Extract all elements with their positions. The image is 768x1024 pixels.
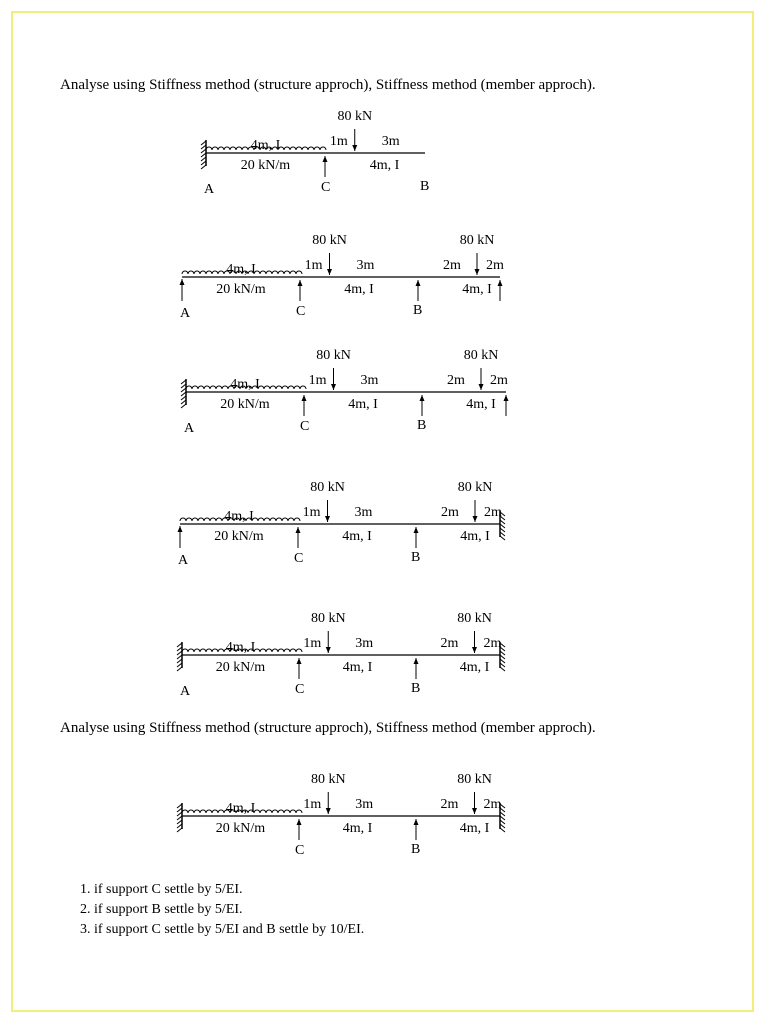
beam-3-fixed-support-a-hatch	[181, 404, 186, 408]
beam-2-support-b-head	[416, 280, 421, 286]
beam-4-support-b-head	[414, 527, 419, 533]
beam-5-span-end-label: 4m, I	[459, 660, 490, 675]
beam-5-udl-label: 20 kN/m	[215, 660, 266, 675]
beam-1-span-cb-label: 4m, I	[369, 158, 400, 173]
beam-3-span-ac-label: 4m, I	[230, 377, 260, 392]
beam-5-span-ac-label: 4m, I	[225, 640, 256, 655]
beam-1-support-c-head	[323, 156, 328, 162]
beam-1-dim-3m: 3m	[381, 134, 400, 149]
beam-2-load-1-label: 80 kN	[312, 233, 347, 248]
beam-2	[180, 233, 505, 321]
beam-3-node-b: B	[417, 418, 427, 433]
beam-4-support-c-head	[296, 527, 301, 533]
beam-4-span-cb-label: 4m, I	[342, 529, 372, 544]
beam-3-node-c: C	[300, 419, 310, 434]
beam-1	[201, 109, 429, 197]
beam-6-fixed-support-end-hatch	[500, 828, 505, 832]
beam-6-dim-1m: 1m	[303, 797, 322, 812]
beam-6-load-2-label: 80 kN	[457, 772, 492, 787]
beam-4-span-end-label: 4m, I	[460, 529, 490, 544]
beam-5-dim-3m: 3m	[355, 636, 374, 651]
beam-2-span-ac-label: 4m, I	[226, 262, 256, 277]
beam-4-load-1-label: 80 kN	[310, 480, 345, 495]
beam-2-node-b: B	[413, 303, 423, 318]
beam-4-load-2-head	[473, 516, 478, 522]
beam-6-span-ac-label: 4m, I	[225, 801, 256, 816]
beam-1-node-a: A	[204, 182, 215, 197]
beam-5-node-a: A	[180, 684, 191, 699]
beam-4-load-1-head	[325, 516, 330, 522]
beam-2-node-a: A	[180, 306, 191, 321]
beam-5-dim-2m-b: 2m	[483, 636, 502, 651]
beam-3-node-a: A	[184, 421, 195, 436]
beam-3-span-end-label: 4m, I	[466, 397, 496, 412]
beam-5-load-2-head	[472, 647, 477, 653]
beam-4-fixed-support-end-hatch	[500, 536, 505, 540]
beam-6-dim-2m-a: 2m	[440, 797, 459, 812]
beam-4-udl-label: 20 kN/m	[214, 529, 264, 544]
beam-6-span-cb-label: 4m, I	[342, 821, 373, 836]
beam-4-span-ac-label: 4m, I	[224, 509, 254, 524]
beam-4-support-a-head	[178, 526, 183, 532]
beam-6-load-1-label: 80 kN	[310, 772, 346, 787]
beam-2-dim-2m-a: 2m	[443, 258, 461, 273]
beam-1-udl-label: 20 kN/m	[240, 158, 291, 173]
beam-4-node-c: C	[294, 551, 304, 566]
beam-2-load-2-head	[475, 269, 480, 275]
beam-1-fixed-support-a-hatch	[201, 165, 206, 169]
beam-6-support-b-head	[414, 819, 419, 825]
beam-3-dim-3m: 3m	[360, 373, 379, 388]
beam-4	[178, 480, 506, 568]
beam-6-load-2-head	[472, 808, 477, 814]
beam-2-span-end-label: 4m, I	[462, 282, 492, 297]
beam-1-load-1-label: 80 kN	[337, 109, 373, 124]
beam-4-dim-2m-a: 2m	[441, 505, 459, 520]
settlement-cases	[80, 880, 364, 940]
beam-6-fixed-support-a-hatch	[177, 828, 182, 832]
note-item-2: 2. if support B settle by 5/EI.	[80, 902, 243, 917]
beam-6-load-1-head	[326, 808, 331, 814]
beam-3-support-end-head	[504, 395, 509, 401]
beam-5-span-cb-label: 4m, I	[342, 660, 373, 675]
beam-5-fixed-support-end-hatch	[500, 667, 505, 671]
beam-5	[177, 611, 505, 699]
problem-heading-1: Analyse using Stiffness method (structure approch), Stiffness method (member approch).	[60, 77, 596, 93]
beam-5-fixed-support-a-hatch	[177, 667, 182, 671]
beam-3-load-2-head	[479, 384, 484, 390]
beam-2-dim-1m: 1m	[304, 258, 323, 273]
beam-2-node-c: C	[296, 304, 306, 319]
note-item-1: 1. if support C settle by 5/EI.	[80, 882, 243, 897]
beam-5-support-b-head	[414, 658, 419, 664]
beam-6-span-end-label: 4m, I	[459, 821, 490, 836]
note-item-3: 3. if support C settle by 5/EI and B settle by 10/EI.	[80, 922, 365, 937]
beam-6-udl-label: 20 kN/m	[215, 821, 266, 836]
beam-1-node-c: C	[321, 180, 331, 195]
beam-6-node-b: B	[411, 842, 421, 857]
beam-3-dim-1m: 1m	[308, 373, 327, 388]
beam-2-support-c-head	[298, 280, 303, 286]
beam-6-dim-2m-b: 2m	[483, 797, 502, 812]
beam-2-dim-3m: 3m	[356, 258, 375, 273]
beam-3-support-b-head	[420, 395, 425, 401]
beam-3-load-2-label: 80 kN	[463, 348, 499, 363]
beam-5-dim-2m-a: 2m	[440, 636, 459, 651]
beam-2-span-cb-label: 4m, I	[344, 282, 374, 297]
beam-4-load-2-label: 80 kN	[457, 480, 493, 495]
beam-5-support-c-head	[297, 658, 302, 664]
beam-3-support-c-head	[302, 395, 307, 401]
beam-6-support-c-head	[297, 819, 302, 825]
beam-6-node-c: C	[295, 843, 305, 858]
beam-4-node-b: B	[411, 550, 421, 565]
beam-4-dim-3m: 3m	[354, 505, 373, 520]
beam-1-load-1-head	[352, 145, 357, 151]
beam-3-udl-label: 20 kN/m	[220, 397, 270, 412]
beam-1-span-ac-label: 4m, I	[250, 138, 281, 153]
beam-6-dim-3m: 3m	[355, 797, 374, 812]
beam-4-node-a: A	[178, 553, 189, 568]
beam-3-dim-2m-a: 2m	[447, 373, 465, 388]
beam-2-support-a-head	[180, 279, 185, 285]
beam-5-load-1-head	[326, 647, 331, 653]
beam-3	[181, 348, 509, 436]
beam-3-span-cb-label: 4m, I	[348, 397, 378, 412]
beam-4-dim-1m: 1m	[302, 505, 321, 520]
beam-6	[177, 772, 505, 858]
beam-5-node-b: B	[411, 681, 421, 696]
beam-4-dim-2m-b: 2m	[484, 505, 502, 520]
beam-5-node-c: C	[295, 682, 305, 697]
beam-3-dim-2m-b: 2m	[490, 373, 508, 388]
beam-2-load-1-head	[327, 269, 332, 275]
beam-5-load-2-label: 80 kN	[457, 611, 492, 626]
beam-3-load-1-label: 80 kN	[316, 348, 351, 363]
beam-5-load-1-label: 80 kN	[310, 611, 346, 626]
beam-2-support-end-head	[498, 280, 503, 286]
beam-5-dim-1m: 1m	[303, 636, 322, 651]
beam-1-dim-1m: 1m	[329, 134, 348, 149]
beam-2-load-2-label: 80 kN	[459, 233, 495, 248]
beam-3-load-1-head	[331, 384, 336, 390]
beam-2-dim-2m-b: 2m	[486, 258, 504, 273]
beam-1-node-b: B	[420, 179, 430, 194]
beam-2-udl-label: 20 kN/m	[216, 282, 266, 297]
problem-heading-2: Analyse using Stiffness method (structure approch), Stiffness method (member approch).	[60, 720, 596, 736]
